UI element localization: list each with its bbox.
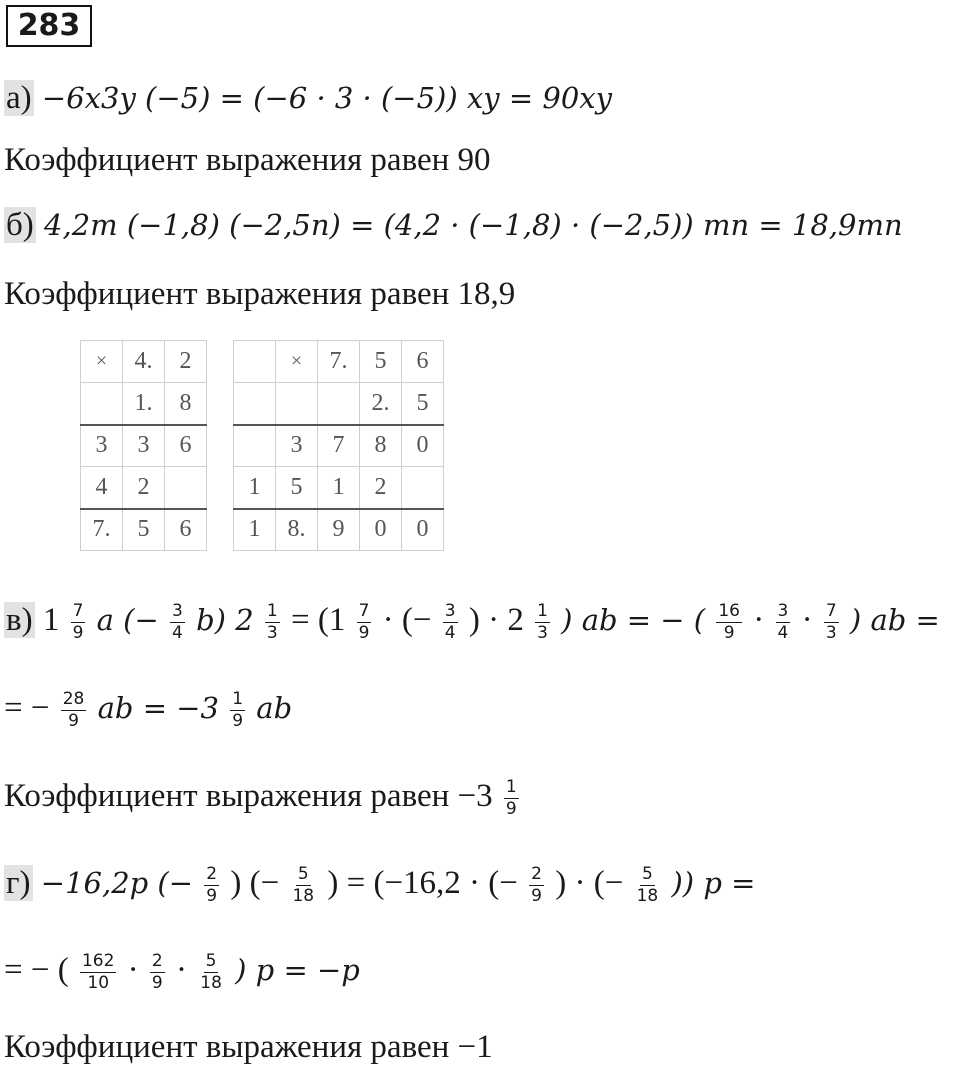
table-cell: 9 bbox=[318, 509, 360, 551]
table-cell: 8 bbox=[360, 425, 402, 467]
table-cell: 5 bbox=[360, 341, 402, 383]
table-cell: 2 bbox=[360, 467, 402, 509]
fraction bbox=[535, 600, 550, 643]
fraction bbox=[80, 950, 116, 993]
part-v-text: · bbox=[801, 602, 813, 638]
part-a-label: а) bbox=[6, 80, 32, 116]
denominator: 4 bbox=[777, 622, 789, 643]
numerator: 1 bbox=[232, 688, 244, 709]
fraction bbox=[198, 950, 224, 993]
part-v-line1 bbox=[4, 600, 940, 642]
denominator: 9 bbox=[72, 622, 84, 643]
problem-number: 283 bbox=[6, 5, 92, 47]
part-g-answer: Коэффициент выражения равен −1 bbox=[4, 1029, 493, 1065]
part-b-label: б) bbox=[6, 207, 34, 243]
table-cell: 5 bbox=[123, 509, 165, 551]
fraction bbox=[204, 863, 219, 906]
part-v-text: ab bbox=[256, 691, 293, 725]
table-cell: 4. bbox=[123, 341, 165, 383]
denominator: 9 bbox=[206, 885, 218, 906]
part-v-text: a (− bbox=[96, 603, 159, 637]
denominator: 4 bbox=[172, 622, 183, 643]
numerator: 3 bbox=[444, 600, 456, 621]
numerator: 162 bbox=[81, 950, 115, 971]
part-v-text: ab = −3 bbox=[97, 691, 219, 725]
table-cell: 3 bbox=[81, 425, 123, 467]
table-cell: 1 bbox=[234, 467, 276, 509]
part-g-text: )) p = bbox=[671, 866, 756, 900]
fraction bbox=[150, 950, 165, 993]
part-a-line bbox=[4, 78, 612, 118]
table-cell: 7. bbox=[318, 341, 360, 383]
table-cell: 5 bbox=[276, 467, 318, 509]
denominator: 4 bbox=[444, 622, 456, 643]
denominator: 9 bbox=[723, 622, 735, 643]
denominator: 9 bbox=[358, 622, 370, 643]
fraction bbox=[776, 600, 791, 643]
numerator: 7 bbox=[825, 600, 837, 621]
part-g-text: ) (− bbox=[230, 865, 280, 901]
table-cell: 0 bbox=[402, 425, 444, 467]
table-cell bbox=[318, 383, 360, 425]
part-g-text: ) = (−16,2 · (− bbox=[327, 865, 518, 901]
part-v-text: · (− bbox=[382, 602, 432, 638]
denominator: 9 bbox=[531, 885, 542, 906]
denominator: 18 bbox=[200, 972, 222, 993]
fraction bbox=[635, 863, 661, 906]
part-v-text: ) ab = − ( bbox=[561, 603, 706, 637]
denominator: 3 bbox=[537, 622, 548, 643]
table-row bbox=[234, 467, 444, 509]
table-row bbox=[81, 383, 207, 425]
numerator: 2 bbox=[206, 863, 218, 884]
table-cell bbox=[234, 425, 276, 467]
table-cell bbox=[276, 383, 318, 425]
denominator: 9 bbox=[68, 710, 79, 731]
table-cell: 6 bbox=[165, 509, 207, 551]
table-row bbox=[81, 509, 207, 551]
table-cell: 7. bbox=[81, 509, 123, 551]
part-g-text: · bbox=[127, 952, 139, 988]
part-g-line2 bbox=[4, 950, 360, 992]
part-g-text: −16,2p (− bbox=[40, 866, 194, 900]
table-cell: 6 bbox=[165, 425, 207, 467]
part-v-line2 bbox=[4, 688, 292, 730]
part-g-text: ) p = −p bbox=[235, 953, 360, 987]
table-cell: 1 bbox=[318, 467, 360, 509]
numerator: 5 bbox=[297, 863, 309, 884]
table-row bbox=[234, 509, 444, 551]
table-row bbox=[234, 383, 444, 425]
part-v-text: = − bbox=[4, 690, 50, 726]
fraction bbox=[265, 600, 280, 643]
denominator: 9 bbox=[232, 710, 244, 731]
part-a-answer: Коэффициент выражения равен 90 bbox=[4, 142, 491, 178]
table-cell: × bbox=[81, 341, 123, 383]
table-cell: 1. bbox=[123, 383, 165, 425]
part-b-answer: Коэффициент выражения равен 18,9 bbox=[4, 276, 516, 312]
part-g-line1 bbox=[4, 863, 755, 905]
table-row bbox=[81, 467, 207, 509]
denominator: 18 bbox=[292, 885, 315, 906]
multiplication-table-2 bbox=[233, 340, 444, 551]
numerator: 2 bbox=[531, 863, 542, 884]
part-v-text: ) ab = bbox=[849, 603, 940, 637]
table-cell: 4 bbox=[81, 467, 123, 509]
table-row bbox=[81, 341, 207, 383]
fraction bbox=[824, 600, 839, 643]
fraction bbox=[504, 776, 519, 819]
denominator: 18 bbox=[636, 885, 659, 906]
table-row bbox=[81, 425, 207, 467]
numerator: 3 bbox=[777, 600, 789, 621]
part-b-expression: 4,2m (−1,8) (−2,5n) = (4,2 · (−1,8) · (−2,5)) mn = 18,9mn bbox=[44, 208, 903, 242]
fraction bbox=[170, 600, 185, 643]
part-v-label: в) bbox=[6, 602, 33, 638]
table-cell bbox=[165, 467, 207, 509]
table-cell: 8 bbox=[165, 383, 207, 425]
part-g-text: ) · (− bbox=[555, 865, 624, 901]
table-cell: 7 bbox=[318, 425, 360, 467]
numerator: 3 bbox=[172, 600, 183, 621]
part-v-text: · bbox=[753, 602, 765, 638]
part-v-text: b) 2 bbox=[196, 603, 254, 637]
fraction bbox=[61, 688, 87, 731]
multiplication-table-1 bbox=[80, 340, 207, 551]
part-v-answer-text: Коэффициент выражения равен −3 bbox=[4, 778, 493, 814]
part-b-line bbox=[4, 205, 903, 245]
part-v-text: = (1 bbox=[290, 602, 346, 638]
numerator: 5 bbox=[641, 863, 653, 884]
numerator: 1 bbox=[505, 776, 517, 797]
fraction bbox=[290, 863, 316, 906]
fraction bbox=[443, 600, 458, 643]
table-cell: 5 bbox=[402, 383, 444, 425]
table-cell bbox=[81, 383, 123, 425]
table-cell: 6 bbox=[402, 341, 444, 383]
numerator: 2 bbox=[151, 950, 163, 971]
part-v-text: ) · 2 bbox=[468, 602, 524, 638]
table-cell bbox=[402, 467, 444, 509]
part-g-text: · bbox=[176, 952, 187, 988]
denominator: 9 bbox=[151, 972, 163, 993]
denominator: 10 bbox=[87, 972, 110, 993]
table-cell: 0 bbox=[402, 509, 444, 551]
numerator: 16 bbox=[718, 600, 740, 621]
table-row bbox=[234, 425, 444, 467]
numerator: 7 bbox=[72, 600, 84, 621]
table-row bbox=[234, 341, 444, 383]
table-cell: 2 bbox=[123, 467, 165, 509]
numerator: 7 bbox=[358, 600, 370, 621]
numerator: 5 bbox=[205, 950, 217, 971]
table-cell: 2. bbox=[360, 383, 402, 425]
table-cell: 0 bbox=[360, 509, 402, 551]
table-cell: × bbox=[276, 341, 318, 383]
denominator: 9 bbox=[505, 798, 517, 819]
fraction bbox=[357, 600, 372, 643]
table-cell bbox=[234, 383, 276, 425]
numerator: 1 bbox=[266, 600, 278, 621]
table-cell: 8. bbox=[276, 509, 318, 551]
fraction bbox=[230, 688, 245, 731]
part-v-text: 1 bbox=[42, 602, 60, 638]
table-cell bbox=[234, 341, 276, 383]
fraction bbox=[71, 600, 86, 643]
part-g-label: г) bbox=[6, 865, 31, 901]
table-cell: 1 bbox=[234, 509, 276, 551]
numerator: 1 bbox=[537, 600, 548, 621]
part-g-text: = − ( bbox=[4, 952, 69, 988]
table-cell: 2 bbox=[165, 341, 207, 383]
table-cell: 3 bbox=[123, 425, 165, 467]
fraction bbox=[716, 600, 742, 643]
part-v-answer bbox=[4, 776, 522, 818]
numerator: 28 bbox=[62, 688, 85, 709]
denominator: 3 bbox=[825, 622, 837, 643]
denominator: 3 bbox=[266, 622, 278, 643]
table-cell: 3 bbox=[276, 425, 318, 467]
part-a-expression: −6x3y (−5) = (−6 · 3 · (−5)) xy = 90xy bbox=[41, 81, 613, 115]
fraction bbox=[529, 863, 544, 906]
